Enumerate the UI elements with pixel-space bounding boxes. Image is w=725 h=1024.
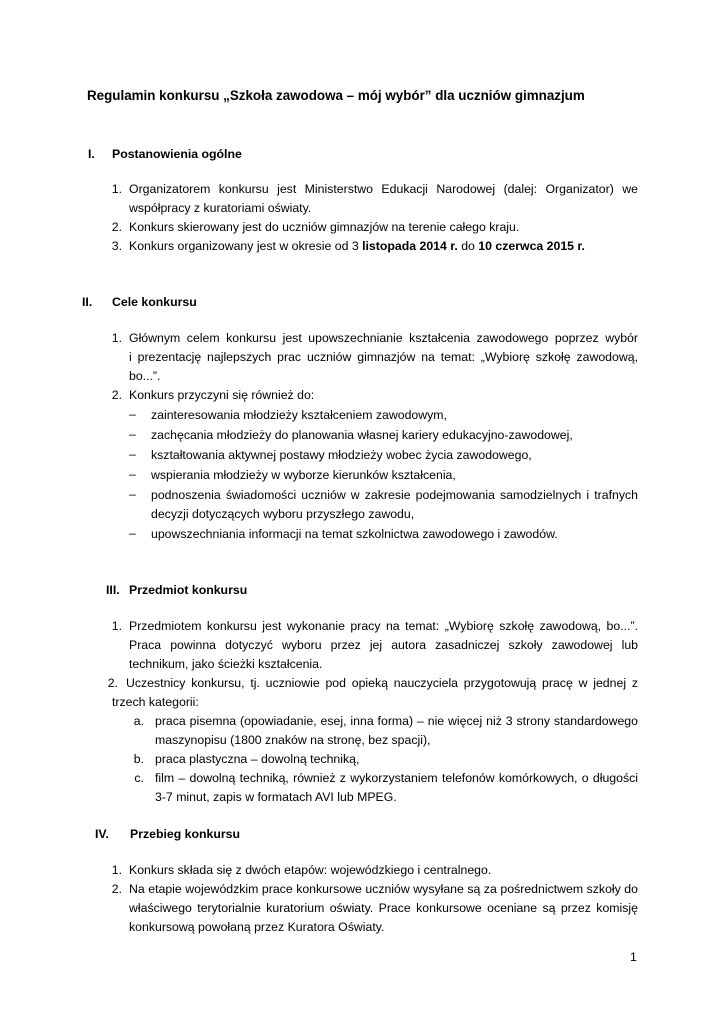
s3-item1-number: 1. (111, 619, 122, 633)
s3-sub-b-line1: praca plastyczna – dowolną techniką, (155, 752, 360, 766)
s2-item2-text: Konkurs przyczyni się również do: (129, 388, 315, 402)
s3-item2-line1: Uczestnicy konkursu, tj. uczniowie pod opieką nauczyciela przygotowują pracę w jednej z (126, 676, 638, 690)
s4-item2-line1: Na etapie wojewódzkim prace konkursowe uczniów wysyłane są za pośrednictwem szkoły do (129, 882, 638, 896)
s3-sub-a-letter: a. (133, 714, 144, 728)
s3-item1-line3: technikum, jako ścieżki kształcenia. (129, 657, 323, 671)
s1-item3-end-date: 10 czerwca 2015 r. (478, 239, 585, 253)
s3-sub-c-line2: 3-7 minut, zapis w formatach AVI lub MPEG. (155, 790, 397, 804)
bullet-dash: – (129, 407, 136, 421)
s1-item3-prefix: Konkurs organizowany jest w okresie od 3 (129, 239, 363, 253)
section-3-numeral: III. (106, 583, 120, 597)
bullet-dash: – (129, 487, 136, 501)
s1-item3-text (129, 237, 585, 256)
s1-item2-text: Konkurs skierowany jest do uczniów gimnazjów na terenie całego kraju. (129, 220, 520, 234)
s2-bullet-1: zainteresowania młodzieży kształceniem zawodowym, (151, 408, 447, 422)
s1-item3-mid: do (457, 239, 479, 253)
s2-item2-number: 2. (111, 388, 122, 402)
document-title: Regulamin konkursu „Szkoła zawodowa – mój wybór” dla uczniów gimnazjum (87, 88, 585, 103)
s2-bullet-4: wspierania młodzieży w wyborze kierunków kształcenia, (151, 468, 456, 482)
section-4-numeral: IV. (95, 827, 109, 841)
s4-item1-text: Konkurs składa się z dwóch etapów: wojewódzkiego i centralnego. (129, 863, 492, 877)
s1-item1-line2: współpracy z kuratoriami oświaty. (129, 201, 312, 215)
s1-item2-number: 2. (111, 220, 122, 234)
s3-item1-line1: Przedmiotem konkursu jest wykonanie pracy na temat: „Wybiorę szkołę zawodową, bo...”. (129, 619, 638, 633)
s2-bullet-5-line2: decyzji dotyczących wyboru przyszłego zawodu, (151, 507, 415, 521)
s4-item2-line3: konkursową powołaną przez Kuratora Oświaty. (129, 920, 385, 934)
section-2-heading: Cele konkursu (112, 295, 197, 309)
s3-sub-a-line1: praca pisemna (opowiadanie, esej, inna forma) – nie więcej niż 3 strony standardowego (155, 714, 638, 728)
s4-item1-number: 1. (111, 863, 122, 877)
s3-sub-c-letter: c. (134, 771, 144, 785)
s2-item1-line2: i prezentację najlepszych prac uczniów gimnazjów na temat: „Wybiorę szkołę zawodową, (129, 350, 638, 364)
section-2-numeral: II. (82, 295, 93, 309)
s3-sub-a-line2: maszynopisu (1800 znaków na stronę, bez spacji), (155, 733, 431, 747)
s4-item2-number: 2. (111, 882, 122, 896)
bullet-dash: – (129, 526, 136, 540)
s2-item1-line3: bo...”. (129, 369, 161, 383)
s3-item2-number: 2. (107, 676, 118, 690)
s2-item1-line1: Głównym celem konkursu jest upowszechnianie kształcenia zawodowego poprzez wybór (129, 331, 638, 345)
bullet-dash: – (129, 447, 136, 461)
s1-item3-number: 3. (111, 239, 122, 253)
bullet-dash: – (129, 467, 136, 481)
s3-item2-line2: trzech kategorii: (112, 695, 199, 709)
section-4-heading: Przebieg konkursu (130, 827, 241, 841)
s3-item1-line2: Praca powinna dotyczyć wyboru przez jej autora zasadniczej szkoły zawodowej lub (129, 638, 638, 652)
s3-sub-c-line1: film – dowolną techniką, również z wykorzystaniem telefonów komórkowych, o długości (155, 771, 638, 785)
s2-bullet-6: upowszechniania informacji na temat szkolnictwa zawodowego i zawodów. (151, 527, 558, 541)
section-3-heading: Przedmiot konkursu (129, 583, 248, 597)
section-1-heading: Postanowienia ogólne (112, 147, 242, 161)
s3-sub-b-letter: b. (133, 752, 144, 766)
s1-item1-number: 1. (111, 182, 122, 196)
s2-bullet-3: kształtowania aktywnej postawy młodzieży wobec życia zawodowego, (151, 448, 532, 462)
s2-bullet-2: zachęcania młodzieży do planowania własnej kariery edukacyjno-zawodowej, (151, 428, 573, 442)
page-number: 1 (630, 950, 637, 964)
s2-bullet-5-line1: podnoszenia świadomości uczniów w zakresie podejmowania samodzielnych i trafnych (151, 488, 638, 502)
bullet-dash: – (129, 427, 136, 441)
s4-item2-line2: właściwego terytorialnie kuratorium oświaty. Prace konkursowe oceniane są przez komisję (129, 901, 638, 915)
s1-item1-line1: Organizatorem konkursu jest Ministerstwo Edukacji Narodowej (dalej: Organizator) we (129, 182, 638, 196)
s2-item1-number: 1. (111, 331, 122, 345)
s1-item3-start-date: listopada 2014 r. (362, 239, 458, 253)
section-1-numeral: I. (88, 147, 95, 161)
